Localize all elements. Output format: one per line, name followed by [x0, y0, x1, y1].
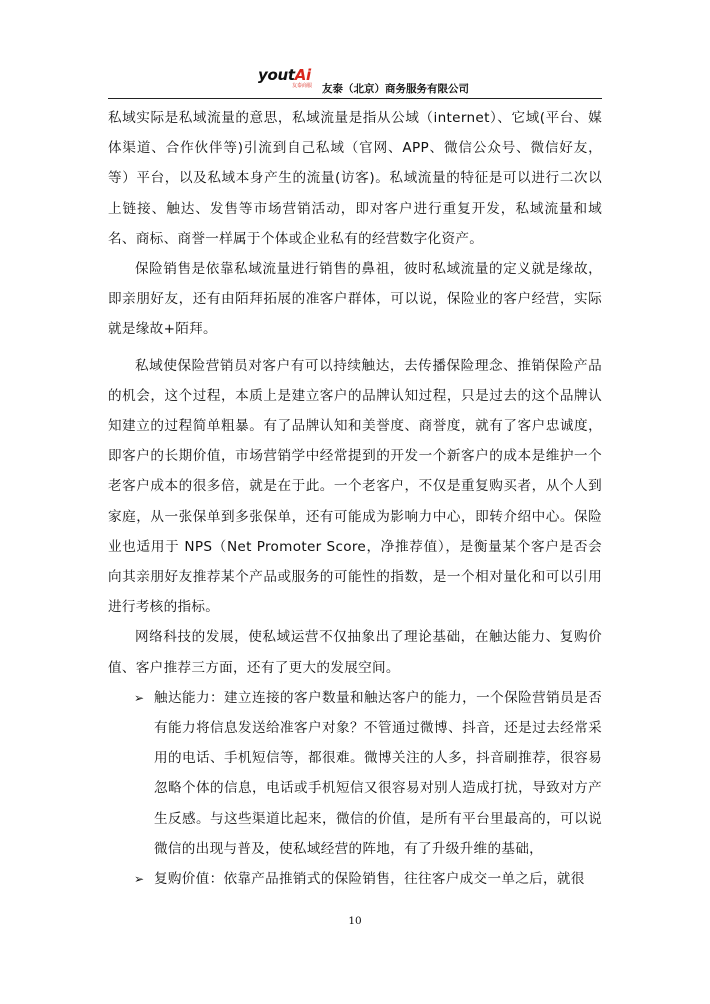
- bullet-item-repurchase: [108, 864, 602, 894]
- logo-subtitle: 友泰商服: [292, 83, 313, 89]
- arrow-bullet-icon: ➢: [134, 690, 145, 705]
- paragraph-1: 私域实际是私域流量的意思，私域流量是指从公域（internet）、它域(平台、媒体渠道、合作伙伴等)引流到自己私域（官网、APP、微信公众号、微信好友，等）平台，以及私域本身产生的流量(访客)。私域流量的特征是可以进行二次以上链接、触达、发售等市场营销活动，即对客户进行重复开发，私域流量和域名、商标、商誉一样属于个体或企业私有的经营数字化资产。: [108, 110, 602, 247]
- arrow-bullet-icon: ➢: [134, 872, 145, 887]
- bullet-list: [108, 683, 602, 894]
- bullet-text: 触达能力：建立连接的客户数量和触达客户的能力，一个保险营销员是否有能力将信息发送给准客户对象？不管通过微博、抖音，还是过去经常采用的电话、手机短信等，都很难。微博关注的人多，抖音刷推荐，很容易忽略个体的信息，电话或手机短信又很容易对别人造成打扰，导致对方产生反感。与这些渠道比起来，微信的价值，是所有平台里最高的，可以说微信的出现与普及，使私域经营的阵地，有了升级升维的基础，: [154, 689, 602, 857]
- page-header: [108, 60, 602, 99]
- youtai-logo: [258, 66, 318, 90]
- logo-prefix: yout: [258, 66, 295, 84]
- bullet-text: 复购价值：依靠产品推销式的保险销售，往往客户成交一单之后，就很: [154, 871, 585, 888]
- page-number: 10: [348, 915, 362, 927]
- bullet-item-reach: [108, 683, 602, 864]
- document-body: [108, 103, 602, 894]
- paragraph-2: 保险销售是依靠私域流量进行销售的鼻祖，彼时私域流量的定义就是缘故，即亲朋好友，还有由陌拜拓展的准客户群体，可以说，保险业的客户经营，实际就是缘故+陌拜。: [108, 261, 602, 338]
- paragraph-4: 网络科技的发展，使私域运营不仅抽象出了理论基础，在触达能力、复购价值、客户推荐三方面，还有了更大的发展空间。: [108, 629, 602, 676]
- logo-suffix: Ai: [294, 66, 311, 84]
- company-name: 友泰（北京）商务服务有限公司: [322, 83, 469, 95]
- paragraph-3: 私域使保险营销员对客户有可以持续触达，去传播保险理念、推销保险产品的机会，这个过程，本质上是建立客户的品牌认知过程，只是过去的这个品牌认知建立的过程简单粗暴。有了品牌认知和美誉度、商誉度，就有了客户忠诚度，即客户的长期价值，市场营销学中经常提到的开发一个新客户的成本是维护一个老客户成本的很多倍，就是在于此。一个老客户，不仅是重复购买者，从个人到家庭，从一张保单到多张保单，还有可能成为影响力中心，即转介绍中心。保险业也适用于 NPS（Net Promoter Score，净推荐值），是衡量某个客户是否会向其亲朋好友推荐某个产品或服务的可能性的指数，是一个相对量化和可以引用进行考核的指标。: [108, 357, 602, 616]
